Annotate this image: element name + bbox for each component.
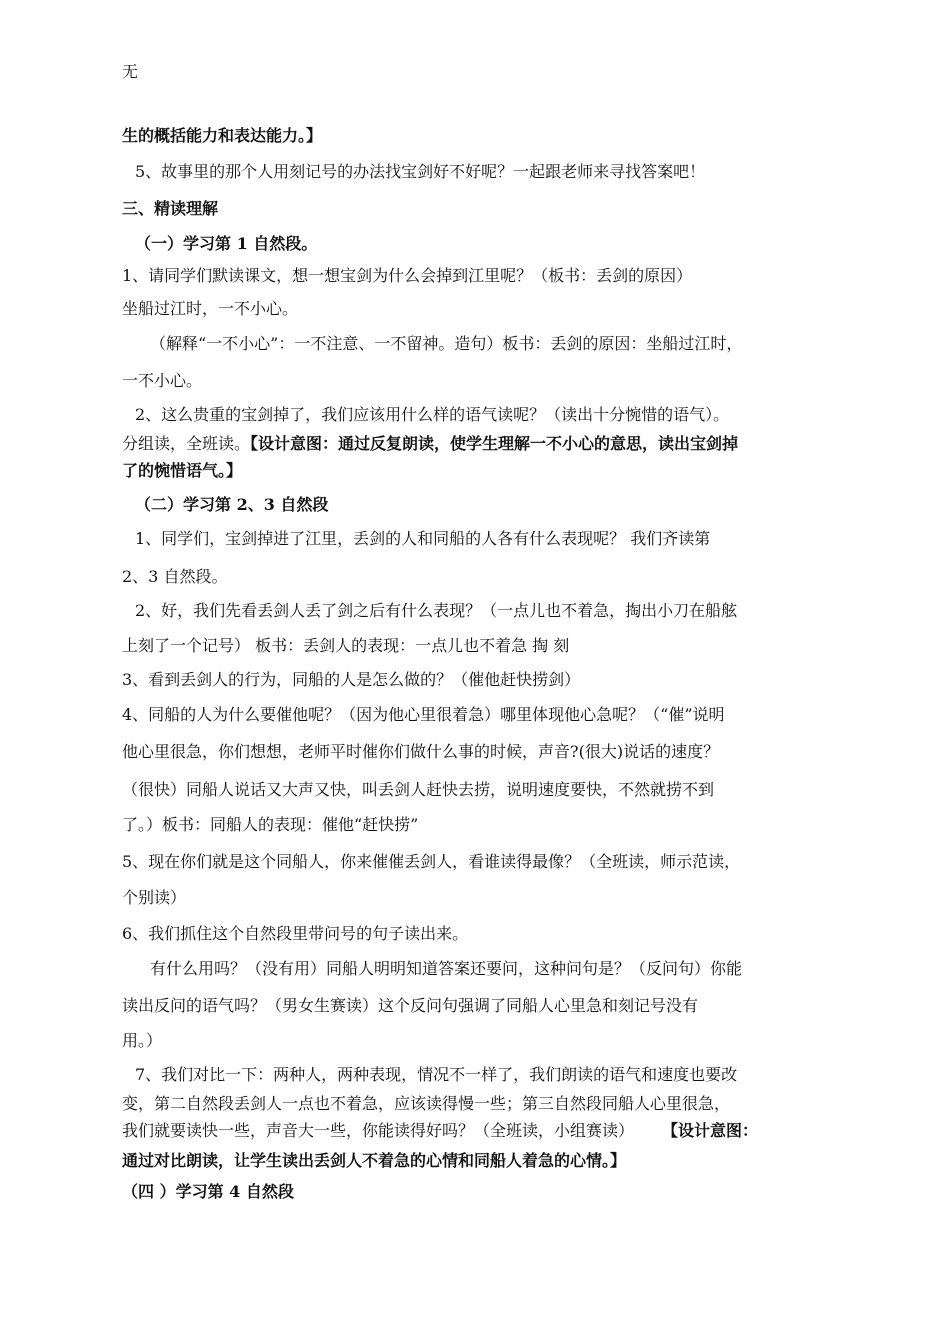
page-header-char: 无 — [122, 62, 139, 81]
design-intent-note: 了的惋惜语气。】 — [122, 461, 243, 480]
design-intent-note: 通过对比朗读，让学生读出丢剑人不着急的心情和同船人着急的心情。】 — [122, 1151, 627, 1170]
paragraph-line: 生的概括能力和表达能力。】 — [122, 126, 323, 145]
paragraph-line: 变，第二自然段丢剑人一点也不着急，应该读得慢一些；第三自然段同船人心里很急， — [122, 1094, 731, 1113]
paragraph-line: 7、我们对比一下：两种人，两种表现，情况不一样了，我们朗读的语气和速度也要改 — [135, 1065, 738, 1084]
paragraph-line — [122, 434, 832, 454]
paragraph-line: 坐船过江时，一不小心。 — [122, 299, 299, 318]
paragraph-line — [122, 1121, 832, 1141]
paragraph-line: 5、故事里的那个人用刻记号的办法找宝剑好不好呢？一起跟老师来寻找答案吧！ — [135, 162, 706, 181]
paragraph-line: 5、现在你们就是这个同船人，你来催催丢剑人，看谁读得最像？（全班读，师示范读， — [122, 852, 741, 871]
paragraph-line: 一不小心。 — [122, 371, 203, 390]
paragraph-line: 上刻了一个记号） 板书：丢剑人的表现：一点儿也不着急 掏 刻 — [122, 636, 570, 655]
paragraph-line: （解释“一不小心”：一不注意、一不留神。造句）板书：丢剑的原因：坐船过江时， — [150, 334, 743, 353]
paragraph-line: 2、好，我们先看丢剑人丢了剑之后有什么表现？（一点儿也不着急，掏出小刀在船舷 — [135, 601, 738, 620]
paragraph-line: 4、同船的人为什么要催他呢？（因为他心里很着急）哪里体现他心急呢？（“催”说明 — [122, 705, 725, 724]
subsection-heading: （二）学习第 2、3 自然段 — [135, 495, 329, 514]
paragraph-line: 用。） — [122, 1031, 163, 1050]
paragraph-line: 他心里很急，你们想想，老师平时催你们做什么事的时候，声音?(很大)说话的速度？ — [122, 742, 720, 761]
subsection-heading: （四 ）学习第 4 自然段 — [122, 1182, 294, 1201]
paragraph-line: 读出反问的语气吗？（男女生赛读）这个反问句强调了同船人心里急和刻记号没有 — [122, 996, 699, 1015]
paragraph-line: 1、同学们，宝剑掉进了江里，丢剑的人和同船的人各有什么表现呢？ 我们齐读第 — [135, 529, 711, 548]
paragraph-line: 有什么用吗？（没有用）同船人明明知道答案还要问，这种问句是？（反问句）你能 — [150, 959, 743, 978]
paragraph-line: 了。）板书：同船人的表现：催他“赶快捞” — [122, 815, 419, 834]
paragraph-line: 6、我们抓住这个自然段里带问号的句子读出来。 — [122, 924, 469, 943]
paragraph-line: 3、看到丢剑人的行为，同船的人是怎么做的？（催他赶快捞剑） — [122, 670, 581, 689]
section-heading: 三、精读理解 — [122, 199, 219, 218]
paragraph-text: 我们就要读快一些，声音大一些，你能读得好吗？（全班读，小组赛读） — [122, 1121, 635, 1140]
paragraph-text: 分组读，全班读。 — [122, 434, 251, 453]
paragraph-line: 1、请同学们默读课文，想一想宝剑为什么会掉到江里呢？（板书：丢剑的原因） — [122, 266, 693, 285]
design-intent-note: 【设计意图： — [670, 1121, 759, 1140]
paragraph-line: 个别读） — [122, 888, 187, 907]
paragraph-line: 2、3 自然段。 — [122, 567, 228, 586]
design-intent-note: 【设计意图：通过反复朗读，使学生理解一不小心的意思，读出宝剑掉 — [250, 434, 739, 453]
paragraph-line: 2、这么贵重的宝剑掉了，我们应该用什么样的语气读呢？（读出十分惋惜的语气）。 — [135, 405, 730, 424]
paragraph-line: （很快）同船人说话又大声又快，叫丢剑人赶快去捞，说明速度要快，不然就捞不到 — [122, 780, 715, 799]
subsection-heading: （一）学习第 1 自然段。 — [135, 234, 318, 253]
